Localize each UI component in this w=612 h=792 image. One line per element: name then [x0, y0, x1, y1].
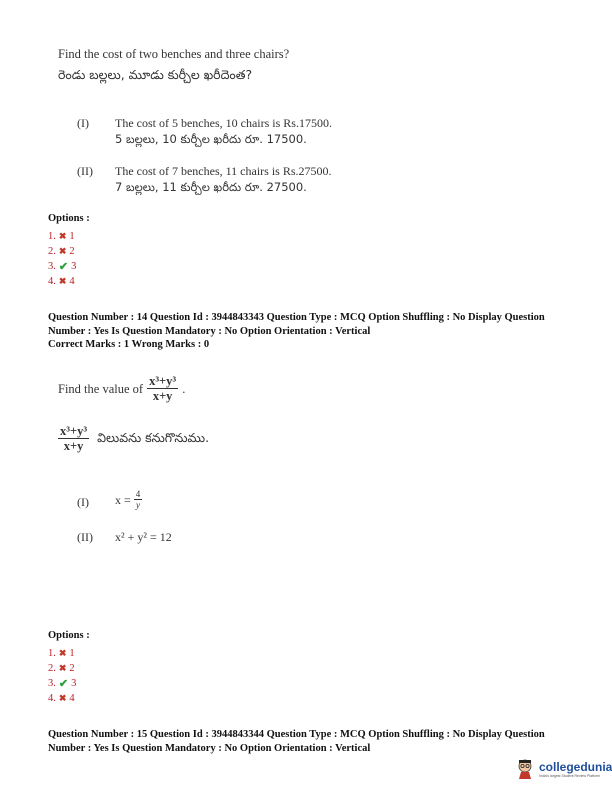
q14-fraction [147, 374, 178, 404]
q14-options-label: Options : [48, 630, 90, 641]
option-value: 1 [69, 231, 75, 242]
q15-meta [48, 728, 588, 755]
cross-icon: ✖ [58, 276, 67, 286]
q13-option-1[interactable] [48, 229, 76, 244]
option-value: 1 [69, 648, 75, 659]
q14-meta-line-3: Correct Marks : 1 Wrong Marks : 0 [48, 339, 210, 350]
q14-find-text: Find the value of [58, 381, 144, 396]
option-number: 4. [48, 276, 56, 287]
q14-statement-1 [115, 489, 142, 510]
q13-statement-2-te: 7 బల్లలు, 11 కుర్చీల ఖరీదు రూ. 27500. [115, 180, 307, 194]
collegedunia-logo [515, 758, 612, 780]
q14-fraction-te-numerator: x³+y³ [60, 424, 88, 438]
q14-statement-2: x² + y² = 12 [115, 530, 172, 544]
q14-statement-1-fraction [134, 489, 143, 510]
q14-fraction-denominator: x+y [152, 389, 173, 403]
q14-statement-2-number: (II) [77, 530, 93, 544]
q14-option-4[interactable] [48, 691, 76, 706]
q14-option-1[interactable] [48, 646, 76, 661]
option-value: 3 [71, 261, 77, 272]
option-value: 2 [69, 663, 75, 674]
cross-icon: ✖ [58, 246, 67, 256]
q13-options-list [48, 229, 76, 289]
option-number: 2. [48, 663, 56, 674]
q13-statement-2 [115, 163, 332, 195]
cross-icon: ✖ [58, 693, 67, 703]
option-number: 4. [48, 693, 56, 704]
q14-meta [48, 311, 588, 352]
check-icon: ✔ [58, 261, 69, 273]
q14-te-text: విలువను కనుగొనుము. [97, 429, 210, 445]
q13-statement-1-number: (I) [77, 116, 89, 130]
q15-meta-line-2: Number : Yes Is Question Mandatory : No Option Orientation : Vertical [48, 742, 371, 754]
q14-statement-1-numerator: 4 [135, 489, 141, 499]
option-value: 2 [69, 246, 75, 257]
q14-statement-1-lhs: x = [115, 492, 131, 507]
q13-statement-2-en: The cost of 7 benches, 11 chairs is Rs.27500. [115, 164, 332, 178]
q13-option-3[interactable] [48, 259, 76, 274]
option-number: 3. [48, 678, 56, 689]
cross-icon: ✖ [58, 648, 67, 658]
option-value: 4 [69, 693, 75, 704]
logo-text: collegedunia [539, 760, 612, 774]
q13-question-en: Find the cost of two benches and three chairs? [58, 47, 290, 61]
q13-statement-1-en: The cost of 5 benches, 10 chairs is Rs.17500. [115, 116, 332, 130]
q14-fraction-te-denominator: x+y [63, 439, 84, 453]
cross-icon: ✖ [58, 231, 67, 241]
q13-option-4[interactable] [48, 274, 76, 289]
q14-option-2[interactable] [48, 661, 76, 676]
check-icon: ✔ [58, 678, 69, 690]
q14-fraction-te [58, 424, 89, 454]
q14-fraction-numerator: x³+y³ [149, 374, 177, 388]
option-number: 2. [48, 246, 56, 257]
q14-meta-line-2: Number : Yes Is Question Mandatory : No Option Orientation : Vertical [48, 325, 371, 337]
option-value: 3 [71, 678, 77, 689]
option-value: 4 [69, 276, 75, 287]
q14-options-list [48, 646, 76, 706]
q14-statement-1-denominator: y [136, 500, 141, 510]
q14-meta-line-1: Question Number : 14 Question Id : 3944843343 Question Type : MCQ Option Shuffling : No Display Question [48, 312, 545, 323]
q13-options-label: Options : [48, 213, 90, 224]
q13-statement-1 [115, 115, 332, 147]
logo-tagline: India's largest Student Review Platform [539, 774, 600, 778]
q14-question-en: Find the value of $\frac{\text{x³+y³}}{x+y}$ . [58, 374, 186, 403]
q13-statement-1-te: 5 బల్లలు, 10 కుర్చీల ఖరీదు రూ. 17500. [115, 132, 307, 146]
cross-icon: ✖ [58, 663, 67, 673]
option-number: 1. [48, 648, 56, 659]
mascot-icon [515, 758, 535, 780]
q15-meta-line-1: Question Number : 15 Question Id : 3944843344 Question Type : MCQ Option Shuffling : No Display Question [48, 729, 545, 740]
q13-question-te: రెండు బల్లలు, మూడు కుర్చీల ఖరీదెంత? [58, 67, 253, 82]
q14-question-te [58, 424, 209, 454]
q13-option-2[interactable] [48, 244, 76, 259]
option-number: 3. [48, 261, 56, 272]
q13-statement-2-number: (II) [77, 164, 93, 178]
q14-option-3[interactable] [48, 676, 76, 691]
option-number: 1. [48, 231, 56, 242]
q14-statement-1-number: (I) [77, 495, 89, 509]
